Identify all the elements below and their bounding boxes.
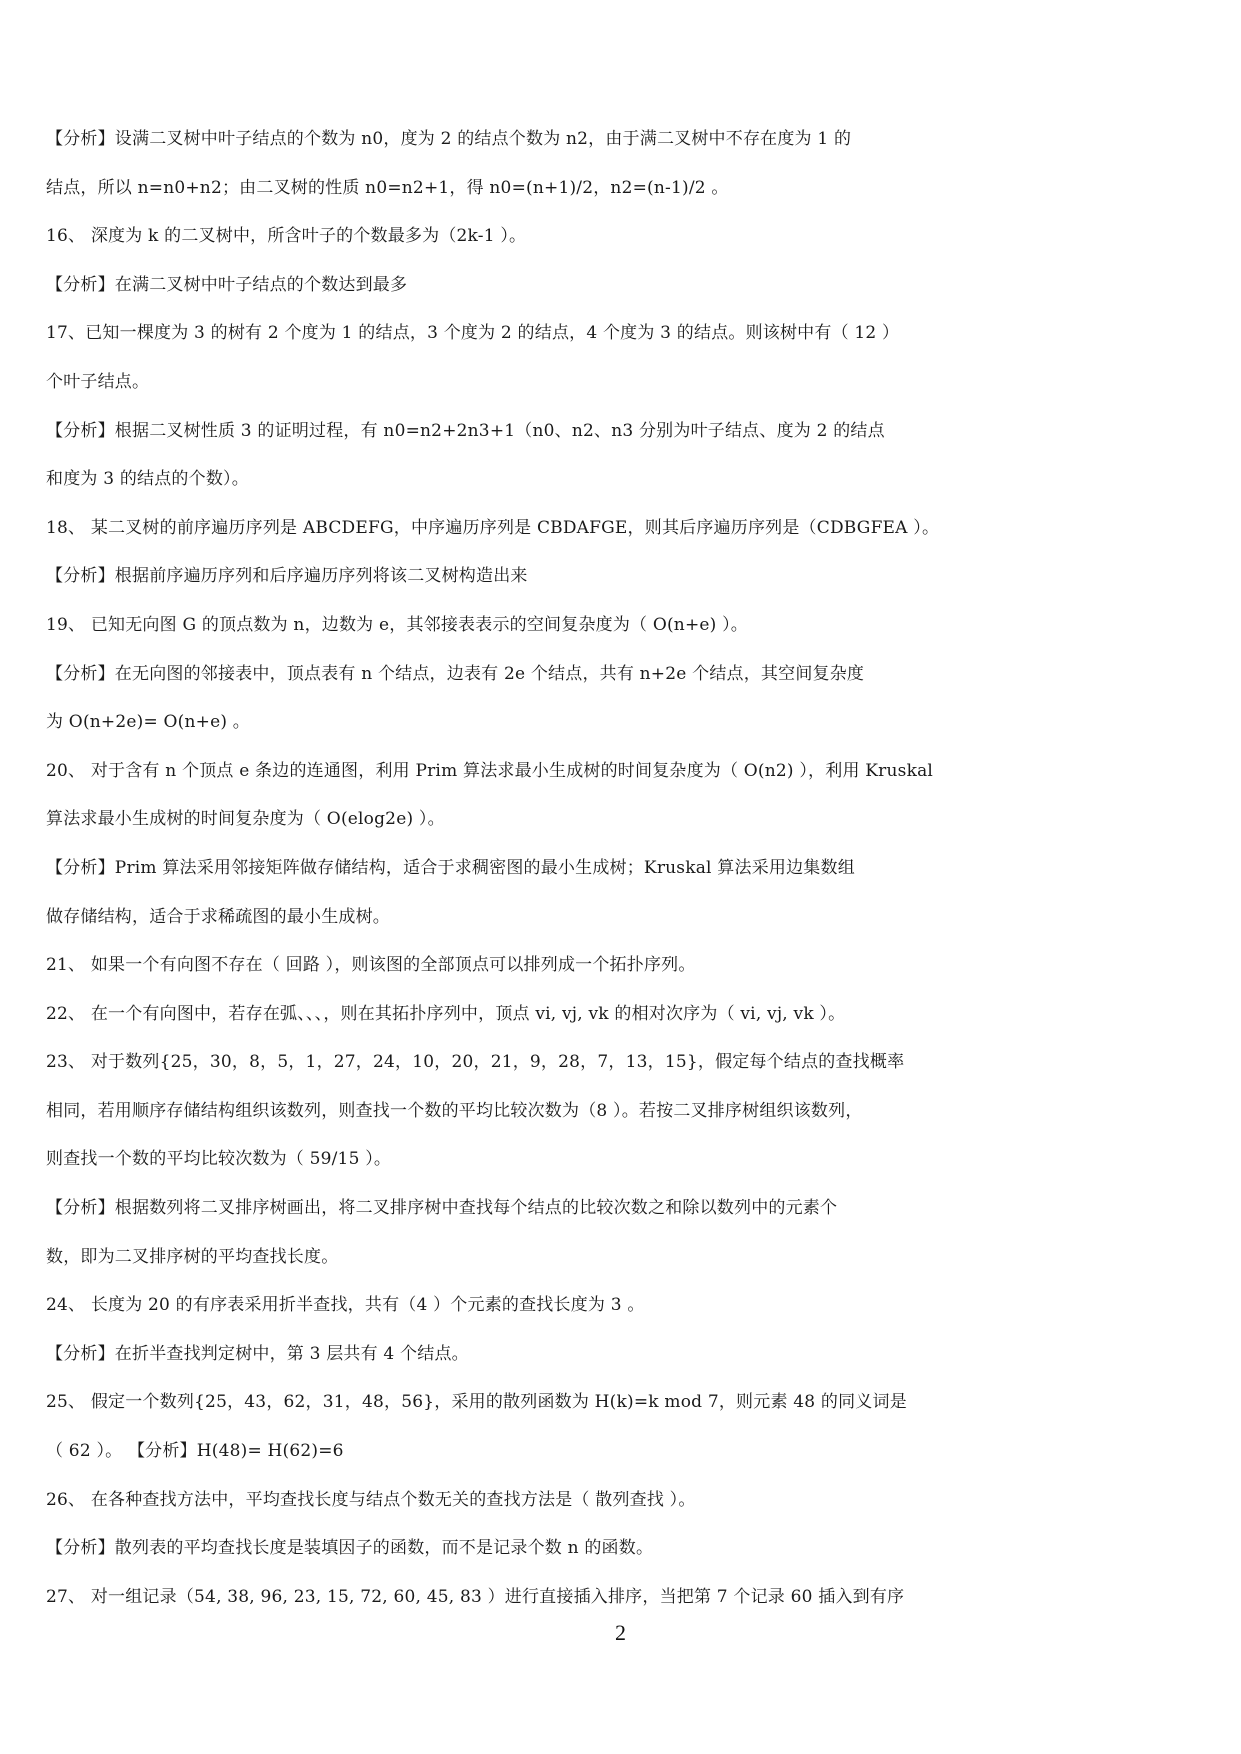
text-line: 【分析】根据前序遍历序列和后序遍历序列将该二叉树构造出来 — [46, 566, 528, 587]
text-line: 【分析】设满二叉树中叶子结点的个数为 n0，度为 2 的结点个数为 n2，由于满二叉树中不存在度为 1 的 — [46, 129, 852, 149]
text-line: 【分析】Prim 算法采用邻接矩阵做存储结构，适合于求稠密图的最小生成树；Kruskal 算法采用边集数组 — [46, 857, 855, 878]
text-line: 【分析】根据数列将二叉排序树画出，将二叉排序树中查找每个结点的比较次数之和除以数列中的元素个 — [46, 1198, 838, 1219]
text-line: 个叶子结点。 — [46, 371, 150, 392]
text-line: 数，即为二叉排序树的平均查找长度。 — [46, 1246, 339, 1267]
text-line: 【分析】在满二叉树中叶子结点的个数达到最多 — [46, 274, 408, 295]
text-line: 18、 某二叉树的前序遍历序列是 ABCDEFG，中序遍历序列是 CBDAFGE，则其后序遍历序列是（CDBGFEA ）。 — [46, 517, 940, 538]
text-line: 则查找一个数的平均比较次数为（ 59/15 ）。 — [46, 1149, 392, 1170]
text-line: 做存储结构，适合于求稀疏图的最小生成树。 — [46, 906, 390, 927]
text-line: 21、 如果一个有向图不存在（ 回路 ），则该图的全部顶点可以排列成一个拓扑序列。 — [46, 955, 696, 976]
text-line: 为 O(n+2e)= O(n+e) 。 — [46, 712, 250, 733]
page-number: 2 — [615, 1620, 626, 1645]
text-line: 22、 在一个有向图中，若存在弧、、、，则在其拓扑序列中，顶点 vi, vj, vk 的相对次序为（ vi, vj, vk ）。 — [46, 1003, 846, 1024]
text-line: 【分析】根据二叉树性质 3 的证明过程，有 n0=n2+2n3+1（n0、n2、n3 分别为叶子结点、度为 2 的结点 — [46, 420, 885, 441]
text-line: 20、 对于含有 n 个顶点 e 条边的连通图，利用 Prim 算法求最小生成树的时间复杂度为（ O(n2) ），利用 Kruskal — [46, 760, 934, 781]
text-line: 【分析】散列表的平均查找长度是装填因子的函数，而不是记录个数 n 的函数。 — [46, 1538, 654, 1559]
text-line: 23、 对于数列{25，30，8，5，1，27，24，10，20，21，9，28，7，13，15}，假定每个结点的查找概率 — [46, 1052, 905, 1073]
text-line: 结点，所以 n=n0+n2；由二叉树的性质 n0=n2+1，得 n0=(n+1)/2，n2=(n-1)/2 。 — [46, 177, 729, 198]
text-line: 19、 已知无向图 G 的顶点数为 n，边数为 e，其邻接表表示的空间复杂度为（ O(n+e) ）。 — [46, 614, 749, 635]
text-line: （ 62 ）。 【分析】H(48)= H(62)=6 — [46, 1441, 344, 1462]
text-line: 【分析】在无向图的邻接表中，顶点表有 n 个结点，边表有 2e 个结点，共有 n+2e 个结点，其空间复杂度 — [46, 663, 865, 684]
text-line: 26、 在各种查找方法中，平均查找长度与结点个数无关的查找方法是（ 散列查找 ）。 — [46, 1489, 696, 1510]
text-line: 相同，若用顺序存储结构组织该数列，则查找一个数的平均比较次数为（8 ）。若按二叉排序树组织该数列， — [46, 1100, 863, 1121]
text-line: 24、 长度为 20 的有序表采用折半查找，共有（4 ）个元素的查找长度为 3 。 — [46, 1295, 645, 1316]
text-line: 16、 深度为 k 的二叉树中，所含叶子的个数最多为（2k-1 ）。 — [46, 226, 527, 247]
text-line: 和度为 3 的结点的个数）。 — [46, 469, 249, 490]
document-body — [46, 124, 1046, 1630]
text-line: 算法求最小生成树的时间复杂度为（ O(elog2e) ）。 — [46, 809, 445, 830]
text-line: 27、 对一组记录（54, 38, 96, 23, 15, 72, 60, 45, 83 ）进行直接插入排序，当把第 7 个记录 60 插入到有序 — [46, 1586, 905, 1607]
text-line: 【分析】在折半查找判定树中，第 3 层共有 4 个结点。 — [46, 1343, 469, 1364]
text-line: 25、 假定一个数列{25，43，62，31，48，56}，采用的散列函数为 H(k)=k mod 7，则元素 48 的同义词是 — [46, 1392, 907, 1413]
text-line: 17、已知一棵度为 3 的树有 2 个度为 1 的结点，3 个度为 2 的结点，4 个度为 3 的结点。则该树中有（ 12 ） — [46, 323, 900, 344]
